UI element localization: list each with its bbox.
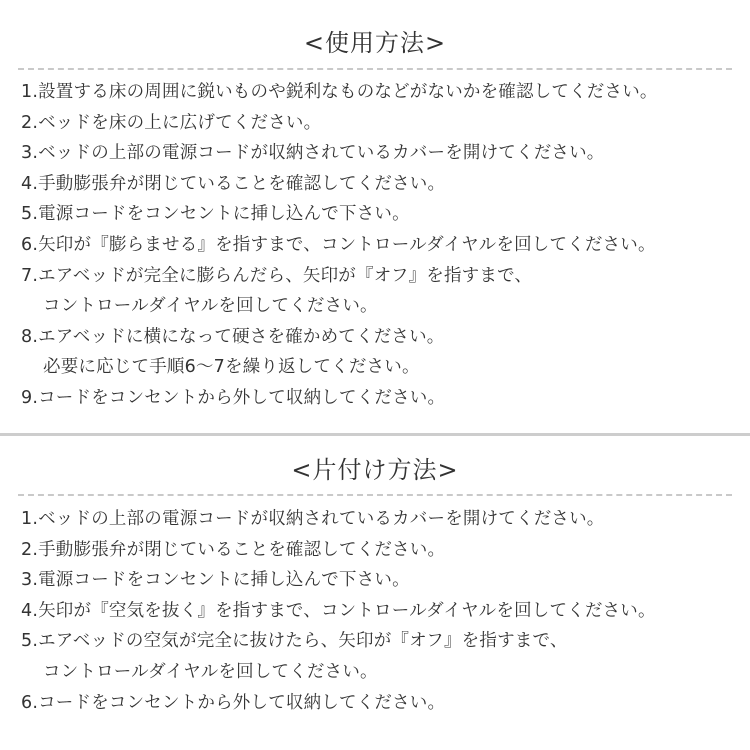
usage-step-2 — [21, 108, 658, 139]
usage-step-7-continuation: コントロールダイヤルを回してください。 — [43, 296, 378, 317]
usage-step-9-text: 9.コードをコンセントから外して収納してください。 — [21, 387, 446, 408]
cleanup-step-2 — [21, 535, 656, 566]
usage-step-7-text: 7.エアベッドが完全に膨らんだら、矢印が『オフ』を指すまで、 — [21, 265, 533, 286]
cleanup-step-5-text: 5.エアベッドの空気が完全に抜けたら、矢印が『オフ』を指すまで、 — [21, 631, 568, 652]
cleanup-title: <片付け方法> — [291, 456, 459, 484]
cleanup-step-2-text: 2.手動膨張弁が閉じていることを確認してください。 — [21, 539, 446, 560]
usage-step-6 — [21, 230, 658, 261]
usage-step-8 — [21, 322, 658, 383]
cleanup-step-5 — [21, 626, 656, 687]
usage-step-5-text: 5.電源コードをコンセントに挿し込んで下さい。 — [21, 204, 410, 225]
cleanup-title-underline — [18, 494, 732, 496]
cleanup-steps-list — [21, 504, 656, 718]
cleanup-step-4 — [21, 596, 656, 627]
cleanup-step-4-text: 4.矢印が『空気を抜く』を指すまで、コントロールダイヤルを回してください。 — [21, 600, 656, 621]
usage-step-2-text: 2.ベッドを床の上に広げてください。 — [21, 112, 322, 133]
section-divider — [0, 433, 750, 436]
usage-step-3 — [21, 138, 658, 169]
usage-step-8-continuation: 必要に応じて手順6～7を繰り返してください。 — [43, 357, 420, 378]
usage-step-3-text: 3.ベッドの上部の電源コードが収納されているカバーを開けてください。 — [21, 143, 605, 164]
usage-step-6-text: 6.矢印が『膨らませる』を指すまで、コントロールダイヤルを回してください。 — [21, 234, 656, 255]
cleanup-step-1-text: 1.ベッドの上部の電源コードが収納されているカバーを開けてください。 — [21, 509, 605, 529]
usage-step-4 — [21, 169, 658, 200]
cleanup-step-3-text: 3.電源コードをコンセントに挿し込んで下さい。 — [21, 570, 410, 591]
usage-step-8-text: 8.エアベッドに横になって硬さを確かめてください。 — [21, 326, 445, 347]
usage-title: <使用方法> — [303, 29, 447, 57]
cleanup-step-5-continuation: コントロールダイヤルを回してください。 — [43, 661, 378, 682]
usage-step-1 — [21, 77, 658, 108]
usage-step-7 — [21, 261, 658, 322]
cleanup-step-6 — [21, 688, 656, 719]
cleanup-step-1 — [21, 504, 656, 535]
usage-title-underline — [18, 68, 732, 70]
usage-step-1-text: 1.設置する床の周囲に鋭いものや鋭利なものなどがないかを確認してください。 — [21, 82, 658, 102]
cleanup-step-6-text: 6.コードをコンセントから外して収納してください。 — [21, 692, 446, 713]
usage-step-9 — [21, 383, 658, 414]
usage-steps-list — [21, 77, 658, 414]
cleanup-step-3 — [21, 565, 656, 596]
usage-step-4-text: 4.手動膨張弁が閉じていることを確認してください。 — [21, 173, 446, 194]
usage-step-5 — [21, 199, 658, 230]
